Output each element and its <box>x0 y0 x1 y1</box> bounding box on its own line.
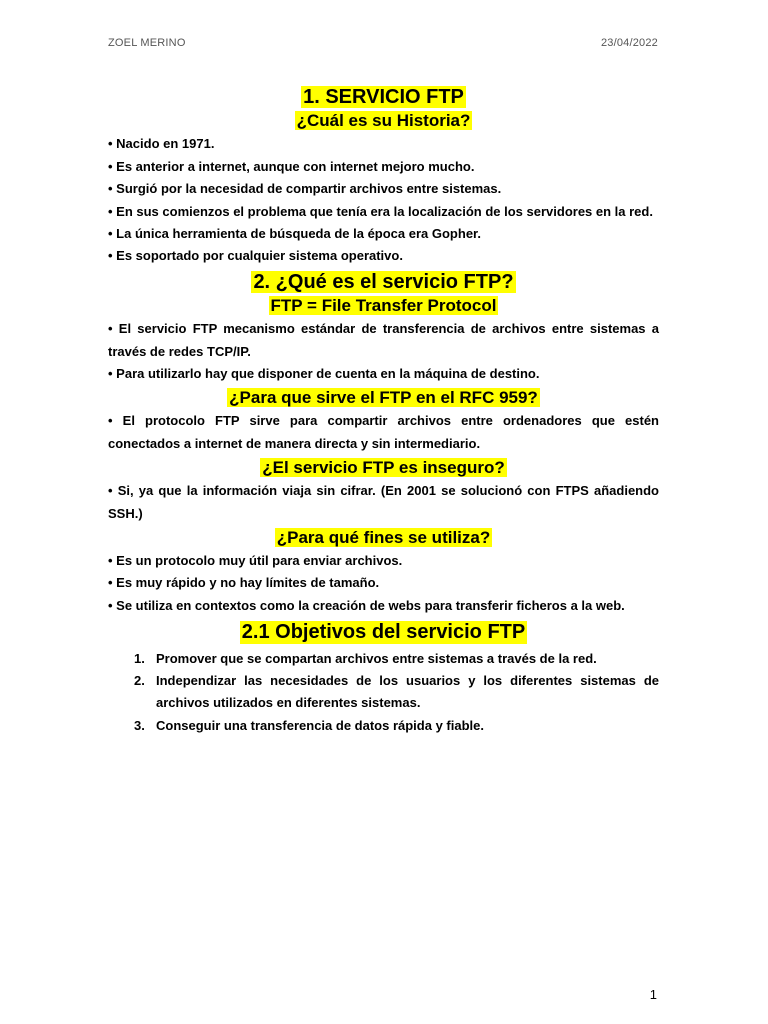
list-item: • Es un protocolo muy útil para enviar archivos. <box>108 553 403 569</box>
section-4-bullets <box>108 480 659 525</box>
list-item: • Es muy rápido y no hay límites de tamaño. <box>108 575 380 591</box>
section-2-subtitle: FTP = File Transfer Protocol <box>270 296 497 316</box>
objective-text: Independizar las necesidades de los usuarios y los diferentes sistemas de archivos utilizados en diferentes sistemas. <box>156 673 659 711</box>
objective-item <box>108 648 659 670</box>
list-item: • Si, ya que la información viaja sin cifrar. (En 2001 se solucionó con FTPS añadiendo SSH.) <box>108 483 659 521</box>
list-item: • Surgió por la necesidad de compartir archivos entre sistemas. <box>108 181 502 197</box>
objective-number: 1. <box>134 650 145 666</box>
list-item: • Nacido en 1971. <box>108 136 215 152</box>
section-4-title: ¿El servicio FTP es inseguro? <box>262 458 505 478</box>
section-1-subtitle: ¿Cuál es su Historia? <box>296 111 471 131</box>
list-item: • La única herramienta de búsqueda de la época era Gopher. <box>108 226 482 242</box>
list-item: • Se utiliza en contextos como la creación de webs para transferir ficheros a la web. <box>108 597 625 613</box>
section-1-bullets <box>108 133 659 267</box>
list-item: • El servicio FTP mecanismo estándar de transferencia de archivos entre sistemas a través de redes TCP/IP. <box>108 321 659 359</box>
section-2-title: 2. ¿Qué es el servicio FTP? <box>253 270 514 293</box>
list-item: • Para utilizarlo hay que disponer de cuenta en la máquina de destino. <box>108 366 540 382</box>
objective-text: Promover que se compartan archivos entre sistemas a través de la red. <box>156 650 597 666</box>
list-item: • El protocolo FTP sirve para compartir archivos entre ordenadores que estén conectados a internet de manera directa y sin intermediario. <box>108 413 659 451</box>
objective-item <box>108 670 659 715</box>
section-3-title: ¿Para que sirve el FTP en el RFC 959? <box>229 388 538 408</box>
list-item: • Es soportado por cualquier sistema operativo. <box>108 248 403 264</box>
objective-number: 3. <box>134 717 145 733</box>
objective-item <box>108 715 659 737</box>
section-3-bullets <box>108 410 659 455</box>
section-2-bullets <box>108 318 659 385</box>
document-body <box>108 86 659 737</box>
header-author: ZOEL MERINO <box>108 37 186 49</box>
header-date: 23/04/2022 <box>600 37 658 49</box>
objective-number: 2. <box>134 673 145 689</box>
objectives-list <box>108 648 659 738</box>
section-5-bullets <box>108 550 659 617</box>
list-item: • En sus comienzos el problema que tenía era la localización de los servidores en la red. <box>108 203 653 219</box>
objective-text: Conseguir una transferencia de datos rápida y fiable. <box>156 717 484 733</box>
page-number: 1 <box>649 987 657 1002</box>
section-5-title: ¿Para qué fines se utiliza? <box>276 528 491 548</box>
section-6-title: 2.1 Objetivos del servicio FTP <box>241 621 526 644</box>
section-1-title: 1. SERVICIO FTP <box>303 86 464 108</box>
list-item: • Es anterior a internet, aunque con internet mejoro mucho. <box>108 158 475 174</box>
